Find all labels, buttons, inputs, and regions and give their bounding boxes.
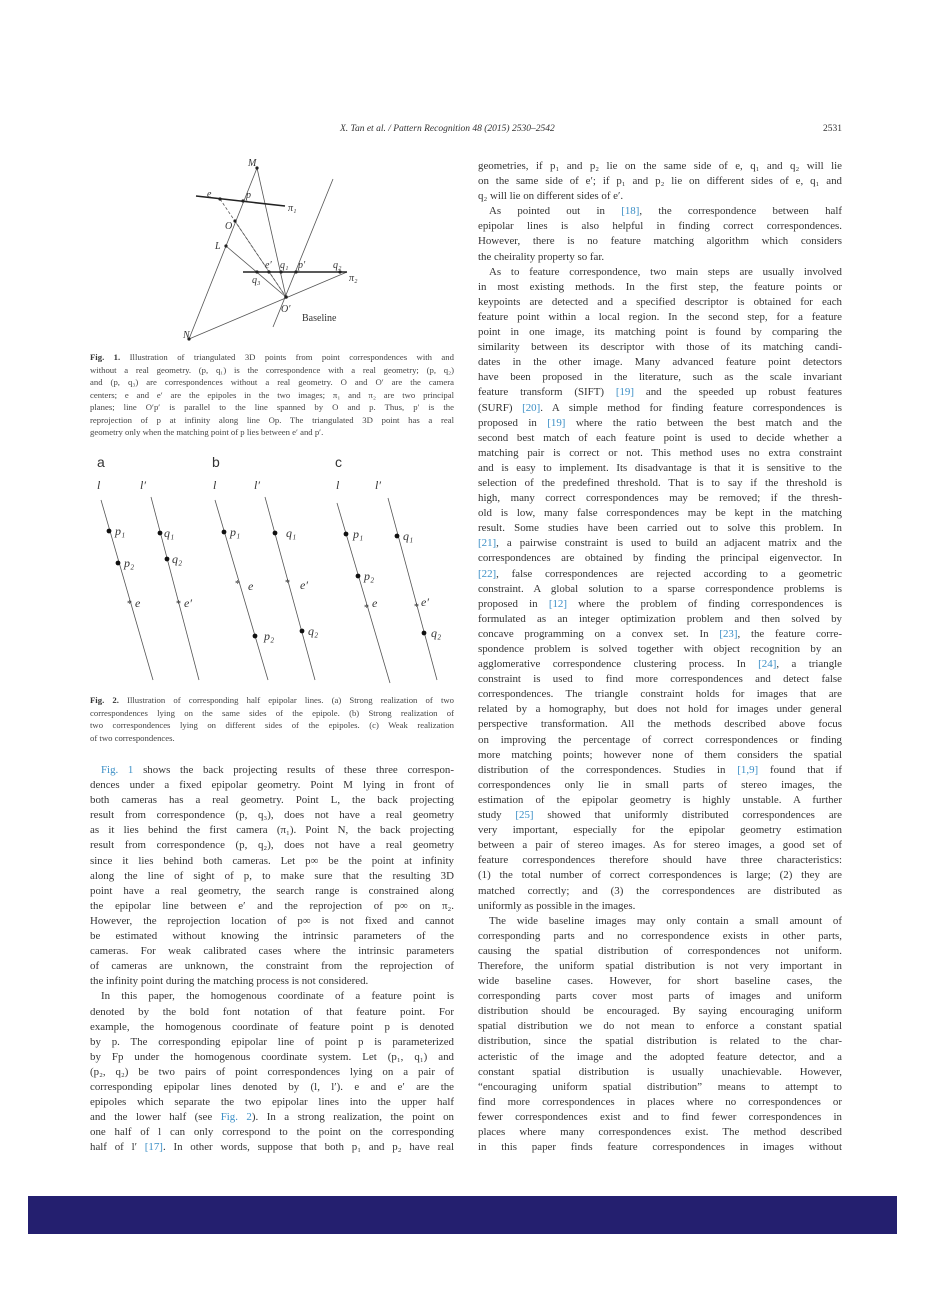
text-line: epipoles which separate the two epipolar lines into the upper half bbox=[90, 1096, 454, 1109]
point-label: q₂ bbox=[308, 624, 319, 638]
panel-label-c: c bbox=[335, 454, 342, 470]
text-line: wide baseline cases. However, for short baseline cases, the bbox=[478, 975, 842, 988]
text-line: result from correspondence (p, q₂), does not have a real geometry bbox=[90, 839, 454, 852]
text-line: old is low, many false correspondences may be kept in the matching bbox=[478, 507, 842, 520]
text-line: and is easy to implement. Its disadvantage is that it is sensitive to the bbox=[478, 461, 842, 474]
text-line: In this paper, the homogenous coordinate of a feature point is bbox=[101, 990, 454, 1003]
label-baseline: Baseline bbox=[302, 313, 337, 324]
citation-link[interactable]: [22] bbox=[478, 567, 497, 580]
figure-2-labels bbox=[97, 454, 441, 643]
text-line: distribution, since the spatial distribution is related to the char- bbox=[478, 1035, 842, 1048]
text-line: uniformly as possible in the images. bbox=[478, 899, 636, 912]
text-line: constant spatial distribution is usually unachievable. However, bbox=[478, 1065, 842, 1078]
text-line: denoted by the bold font notation of that feature point. For bbox=[90, 1005, 454, 1018]
point-label: e bbox=[248, 579, 254, 593]
text-line: (1) the total number of correct correspondences is large; (2) they are bbox=[478, 869, 842, 882]
text-line: acteristic of the image and the adopted feature detector, and a bbox=[478, 1050, 842, 1063]
caption-line bbox=[90, 694, 454, 707]
text-line: corresponding parts and no correspondence exists in other parts, bbox=[478, 929, 842, 942]
text-line: feature transform (SIFT) [19] and the speeded up robust features bbox=[478, 386, 842, 399]
text-line: constraint is used to find more correspondences and detect false bbox=[478, 673, 842, 686]
text-line: proposed in [19] where the ratio between the best match and the bbox=[478, 416, 842, 429]
point-label: e′ bbox=[421, 595, 429, 609]
caption-line: centers; e and e′ are the epipoles in the two images; π₁ and π₂ are two principal bbox=[90, 389, 454, 400]
svg-text:*: * bbox=[285, 578, 290, 589]
caption-line: of two correspondences. bbox=[90, 732, 175, 743]
text-line: However, the reprojection location of p∞ is not fixed and cannot bbox=[90, 914, 454, 927]
text-line: in this paper finds feature correspondences in images without bbox=[478, 1141, 842, 1154]
line-label-l-prime: l′ bbox=[254, 478, 260, 492]
citation-link[interactable]: [21] bbox=[478, 537, 497, 550]
citation-link[interactable]: [19] bbox=[615, 386, 635, 399]
text-line: as it lies behind the first camera (π₁). Point N, the back projecting bbox=[90, 824, 454, 837]
text-line: constraint. A global solution to a sparse correspondence problems is bbox=[478, 582, 842, 595]
text-line: [21], a pairwise constraint is used to build an adjacent matrix and the bbox=[478, 537, 842, 550]
text-line: very important, especially for the epipolar geometry estimation bbox=[478, 824, 842, 837]
caption-text: Illustration of corresponding half epipolar lines. (a) Strong realization of two bbox=[118, 695, 454, 705]
label-q2: q₂ bbox=[333, 260, 342, 271]
text-line: feature point within a local region. In the second step, for a feature bbox=[478, 310, 842, 323]
text-line: corresponding epipolar lines denoted by (l, l′). e and e′ are the bbox=[90, 1080, 454, 1093]
svg-text:*: * bbox=[414, 602, 419, 613]
point-label: e′ bbox=[300, 578, 308, 592]
citation-link[interactable]: [23] bbox=[719, 627, 738, 640]
text-line: matched correctly; and (3) the correspondences are distributed as bbox=[478, 884, 842, 897]
citation-link[interactable]: [25] bbox=[515, 809, 534, 822]
label-pi2: π₂ bbox=[349, 273, 358, 284]
text-line: agglomerative correspondence clustering process. In [24], a triangle bbox=[478, 658, 842, 671]
panel-label-a: a bbox=[97, 454, 105, 470]
label-q1: q₁ bbox=[280, 260, 289, 271]
svg-text:*: * bbox=[176, 599, 181, 610]
caption-line: two correspondences lying on different sides of the epipoles. (c) Weak realization bbox=[90, 720, 454, 730]
point-label: p₂ bbox=[124, 556, 135, 570]
text-line: causing the spatial distribution of correspondences not uniform. bbox=[478, 944, 842, 957]
caption-line: and (p, q₃) are correspondences without a real geometry. O and O′ are the camera bbox=[90, 377, 454, 387]
text-line: distribution should be encouraged. By saying encouraging uniform bbox=[478, 1005, 842, 1018]
point-label: q₁ bbox=[164, 526, 175, 540]
svg-text:*: * bbox=[364, 603, 369, 614]
citation-link[interactable]: [24] bbox=[758, 658, 777, 671]
label-L: L bbox=[215, 241, 221, 252]
text-line: similarity between its descriptor with those of its matching candi- bbox=[478, 341, 842, 354]
text-line: have been proposed in the literature, such as the scale invariant bbox=[478, 371, 842, 384]
text-line: estimation of the epipolar geometry is highly unstable. A further bbox=[478, 793, 842, 806]
label-N: N bbox=[183, 330, 190, 341]
text-line: Fig. 1 shows the back projecting results of these three correspon- bbox=[101, 764, 454, 776]
point-label: q₂ bbox=[431, 626, 442, 640]
line-label-l: l bbox=[336, 478, 340, 492]
text-line: correspondences only lie in small parts of stereo images, the bbox=[478, 778, 842, 791]
text-line: between a pair of stereo images. As for stereo images, a good set of bbox=[478, 839, 842, 852]
label-O-prime: O′ bbox=[281, 304, 291, 315]
text-line: spondence problem is solved together with object recognition by an bbox=[478, 643, 842, 655]
text-line: “encouraging uniform spatial distribution” means to attempt to bbox=[478, 1080, 842, 1093]
text-line: dates in the other image. Many advanced feature point detectors bbox=[478, 356, 842, 369]
point-label: e′ bbox=[184, 596, 192, 610]
text-line: q₂ will lie on different sides of e′. bbox=[478, 190, 624, 203]
text-line: keypoints are detected and a specified descriptor is obtained for each bbox=[478, 295, 842, 308]
text-line: by Fp under the homogenous coordinate system. Let (p₁, q₁) and bbox=[90, 1050, 454, 1063]
point-label: q₁ bbox=[286, 526, 297, 540]
citation-link[interactable]: Fig. 2 bbox=[220, 1111, 252, 1124]
caption-line: correspondences lying on the same sides of the epipole. (b) Strong realization of bbox=[90, 707, 454, 718]
text-line: both cameras has a real geometry. Point L, the back projecting bbox=[90, 794, 454, 807]
text-line: distribution of the correspondences. Studies in [1,9] found that if bbox=[478, 763, 842, 776]
text-line: of cameras are unknown, the constraint from the reprojection of bbox=[90, 960, 454, 973]
text-line: second best match of each feature point is used to decide whether a bbox=[478, 431, 842, 444]
label-pi1: π₁ bbox=[288, 203, 297, 214]
text-line: As to feature correspondence, two main steps are usually involved bbox=[489, 265, 842, 278]
caption-label: Fig. 1. bbox=[90, 352, 121, 362]
text-line: in most existing methods. In the first step, the feature points or bbox=[478, 280, 842, 293]
page-number: 2531 bbox=[823, 124, 842, 134]
text-line: fewer correspondences exist and to find fewer correspondences in bbox=[478, 1110, 842, 1123]
text-line: result from correspondence (p, q₃), does not have a real geometry bbox=[90, 809, 454, 822]
label-e-prime: e′ bbox=[265, 260, 272, 271]
caption-line: planes; line O′p′ is parallel to the line spanned by O and p. Thus, p′ is the bbox=[90, 402, 454, 412]
text-line: by p. The corresponding epipolar line of point p is parameterized bbox=[90, 1035, 454, 1048]
text-line: cameras. For weak calibrated cases where the intrinsic parameters bbox=[90, 945, 454, 958]
text-line: correspondences are obtained by finding the principal eigenvector. In bbox=[478, 552, 842, 565]
line-label-l: l bbox=[213, 478, 217, 492]
text-line: find more correspondences in places where no correspondences or bbox=[478, 1095, 842, 1108]
svg-text:*: * bbox=[127, 599, 132, 610]
figure-1-labels bbox=[182, 158, 358, 341]
text-line: one half of l can only correspond to the point on the corresponding bbox=[90, 1126, 454, 1139]
citation-link[interactable]: Fig. 1 bbox=[101, 764, 134, 776]
point-label: p₁ bbox=[115, 524, 126, 538]
text-line: along the line of sight of p, to make sure that the resulting 3D bbox=[90, 869, 454, 882]
label-q3: q₃ bbox=[252, 275, 261, 286]
text-line: matching pair is correct or not. This method uses no extra constraint bbox=[478, 446, 842, 459]
text-line: since it lies behind both cameras. Let p∞ be the point at infinity bbox=[90, 854, 454, 867]
text-line: on the same side of e′; if p₁ and p₂ lie on different sides of e, q₁ and bbox=[478, 175, 842, 188]
caption-line bbox=[90, 351, 454, 364]
text-line: concave programming on a convex set. In [23], the feature corre- bbox=[478, 627, 842, 640]
caption-line: reprojection of p at infinity along line Op. The triangulated 3D point has a real bbox=[90, 414, 454, 425]
text-line: selection of the predefined threshold. That is to say if the threshold is bbox=[478, 476, 842, 489]
running-head: X. Tan et al. / Pattern Recognition 48 (2015) 2530–2542 bbox=[340, 124, 555, 134]
label-M: M bbox=[248, 158, 257, 169]
text-line: formulated as an integer optimization problem and then solved by bbox=[478, 612, 842, 625]
label-p-prime: p′ bbox=[298, 260, 306, 271]
text-line: As pointed out in [18], the correspondence between half bbox=[489, 205, 842, 218]
text-line: The wide baseline images may only contain a small amount of bbox=[489, 914, 842, 927]
figure-2-caption bbox=[90, 694, 454, 744]
text-line: feature correspondences therefore should have three characteristics: bbox=[478, 854, 842, 867]
left-column-body bbox=[90, 763, 454, 1155]
text-line: point in one image, its matching point is found by comparing the bbox=[478, 326, 842, 339]
text-line: study [25] showed that uniformly distributed correspondences are bbox=[478, 809, 842, 822]
text-line: result. Some studies have been carried out to solve this problem. In bbox=[478, 522, 842, 535]
text-line: places where many correspondences exist. The method described bbox=[478, 1126, 842, 1138]
footer-bar bbox=[28, 1196, 897, 1234]
point-label: p₂ bbox=[264, 629, 275, 643]
text-line: related by a homography, but does not hold for images under general bbox=[478, 703, 842, 716]
text-line: geometries, if p₁ and p₂ lie on the same side of e, q₁ and q₂ will lie bbox=[478, 160, 842, 172]
point-label: q₂ bbox=[172, 552, 183, 566]
text-line: corresponding parts cover most parts of images and uniform bbox=[478, 990, 842, 1003]
citation-link[interactable]: [1,9] bbox=[737, 763, 759, 776]
text-line: spatial distribution we do not mean to enforce a constant spatial bbox=[478, 1020, 842, 1033]
text-line: half of l′ [17]. In other words, suppose that both p₁ and p₂ have real bbox=[90, 1141, 454, 1154]
point-label: q₁ bbox=[403, 529, 414, 543]
label-e: e bbox=[207, 189, 212, 200]
point-label: e bbox=[372, 596, 378, 610]
point-label: e bbox=[135, 596, 141, 610]
citation-link[interactable]: [17] bbox=[144, 1141, 163, 1154]
citation-link[interactable]: [12] bbox=[548, 597, 567, 610]
caption-line: without a real geometry. (p, q₁) is the correspondence with a real geometry; (p, q₂) bbox=[90, 364, 454, 375]
point-label: p₂ bbox=[364, 569, 375, 583]
svg-text:*: * bbox=[235, 579, 240, 590]
citation-link[interactable]: [18] bbox=[621, 205, 640, 218]
panel-label-b: b bbox=[212, 454, 220, 470]
line-label-l-prime: l′ bbox=[140, 478, 146, 492]
text-line: perspective transformation. All the methods described above focus bbox=[478, 718, 842, 731]
caption-text: Illustration of triangulated 3D points from point correspondences with and bbox=[120, 352, 454, 362]
point-label: p₁ bbox=[353, 527, 364, 541]
line-label-l-prime: l′ bbox=[375, 478, 381, 492]
text-line: be estimated without knowing the intrinsic parameters of the bbox=[90, 930, 454, 943]
text-line: (p₂, q₂) be two pairs of point correspondences lying on a pair of bbox=[90, 1065, 454, 1078]
text-line: dences under a fixed epipolar geometry. Point M lying in front of bbox=[90, 779, 454, 792]
figure-1-caption bbox=[90, 351, 454, 439]
text-line: the epipolar line between e′ and the reprojection of p∞ on π₂. bbox=[90, 899, 454, 912]
text-line: high, many correct correspondences may be removed; if the thresh- bbox=[478, 492, 842, 505]
text-line: However, there is no feature matching algorithm which considers bbox=[478, 235, 842, 248]
line-label-l: l bbox=[97, 478, 101, 492]
right-column-body bbox=[478, 159, 842, 1155]
point-label: p₁ bbox=[230, 525, 241, 539]
citation-link[interactable]: [20] bbox=[522, 401, 541, 414]
label-p: p bbox=[246, 190, 251, 201]
text-line: on improving the percentage of correct correspondences or finding bbox=[478, 733, 842, 746]
label-O: O bbox=[225, 221, 233, 232]
text-line: the cheirality property so far. bbox=[478, 250, 605, 263]
text-line: epipolar lines is also helpful in finding correct correspondences. bbox=[478, 220, 842, 233]
caption-label: Fig. 2. bbox=[90, 695, 119, 705]
text-line: (SURF) [20]. A simple method for finding feature correspondences is bbox=[478, 401, 842, 414]
caption-line: geometry only when the matching point of p lies between e′ and p′. bbox=[90, 427, 324, 437]
text-line: example, the homogenous coordinate of feature point p is denoted bbox=[90, 1020, 454, 1033]
figure-2-points bbox=[107, 529, 427, 639]
text-line: the infinity point during the matching process is not considered. bbox=[90, 975, 369, 988]
text-line: [22], false correspondences are rejected according to a geometric bbox=[478, 567, 842, 580]
figure-2-lines bbox=[101, 497, 437, 683]
text-line: point have a real geometry, the search range is constrained along bbox=[90, 884, 454, 897]
text-line: more matching points; however none of them considers the spatial bbox=[478, 748, 842, 761]
text-line: and the lower half (see Fig. 2). In a strong realization, the point on bbox=[90, 1111, 454, 1124]
text-line: correspondences. The triangle constraint holds for images that are bbox=[478, 688, 842, 701]
citation-link[interactable]: [19] bbox=[547, 416, 566, 429]
text-line: Therefore, the uniform spatial distribution is not very important in bbox=[478, 959, 842, 972]
text-line: proposed in [12] where the problem of finding correspondences is bbox=[478, 597, 842, 610]
line-M-Oprime bbox=[257, 168, 289, 297]
